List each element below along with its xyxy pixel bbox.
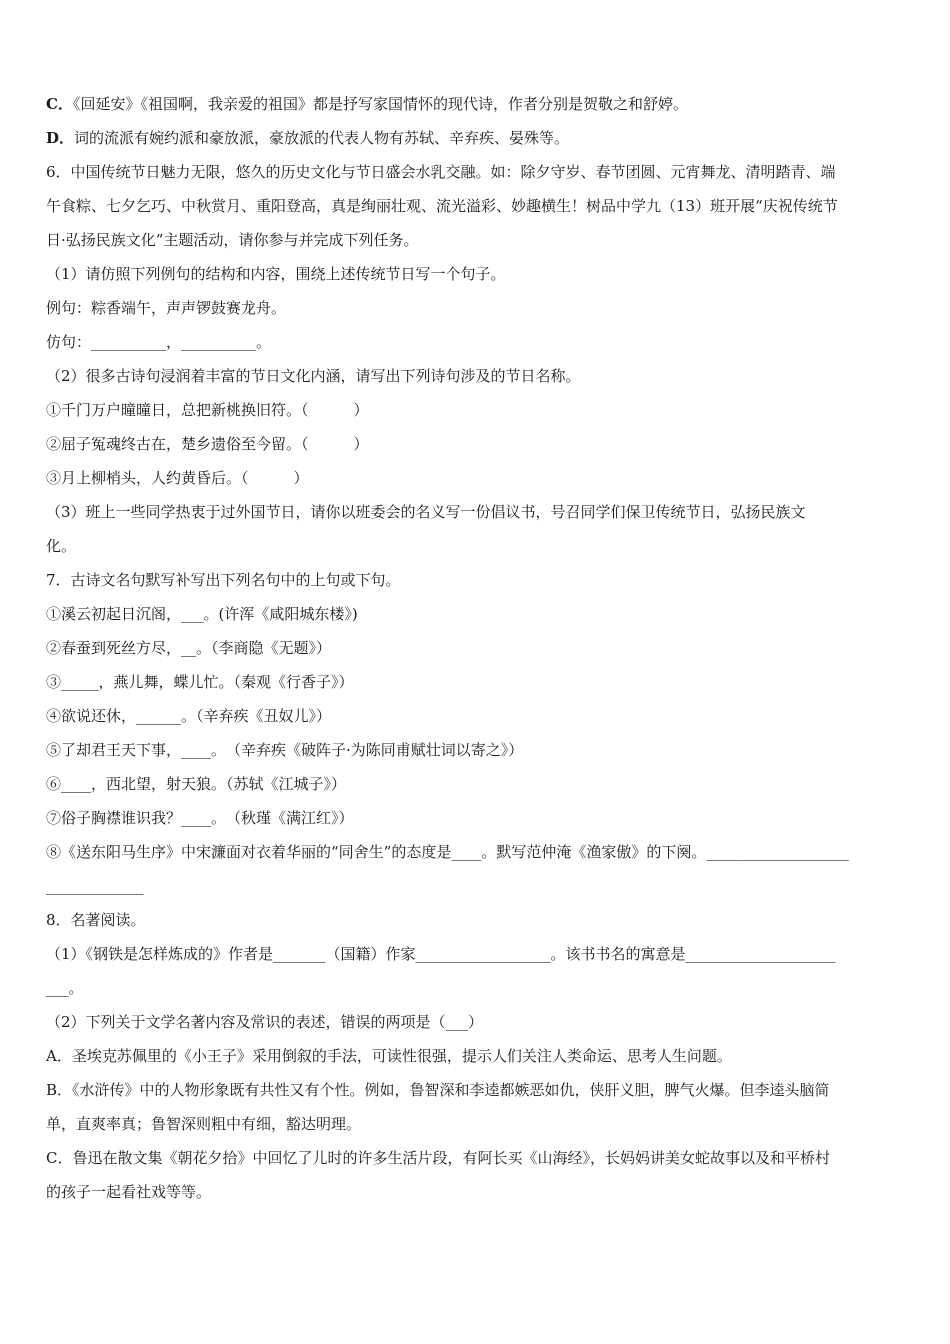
choice-c-cont: 的孩子一起看社戏等等。 [46,1184,212,1201]
choice-b-cont: 单，直爽率真；鲁智深则粗中有细，豁达明理。 [46,1116,362,1133]
choice-a: A．圣埃克苏佩里的《小王子》采用倒叙的手法，可读性很强，提示人们关注人类命运、思考人生问题。 [46,1048,732,1065]
question-8-title: 8．名著阅读。 [46,912,146,929]
recite-item-8: ⑧《送东阳马生序》中宋濂面对衣着华丽的“同舍生”的态度是____。默写范仲淹《渔家傲》的下阕。___________________ [46,844,849,861]
question-6-part-3: （3）班上一些同学热衷于过外国节日，请你以班委会的名义写一份倡议书，号召同学们保卫传统节日，弘扬民族文 [46,504,806,521]
question-6-line-3: 日·弘扬民族文化”主题活动，请你参与并完成下列任务。 [46,232,419,249]
recite-item-7: ⑦俗子胸襟谁识我？____。 （秋瑾《满江红》） [46,810,354,827]
poem-item-3: ③月上柳梢头，人约黄昏后。（ ） [46,470,309,487]
option-text: 词的流派有婉约派和豪放派，豪放派的代表人物有苏轼、辛弃疾、晏殊等。 [74,130,570,147]
question-7-title: 7．古诗文名句默写补写出下列名句中的上句或下句。 [46,572,401,589]
question-6-line-2: 午食粽、七夕乞巧、中秋赏月、重阳登高，真是绚丽壮观、流光溢彩、妙趣横生！树品中学九（13）班开展“庆祝传统节 [46,198,838,215]
question-6-line-1: 6．中国传统节日魅力无限，悠久的历史文化与节日盛会水乳交融。如：除夕守岁、春节团圆、元宵舞龙、清明踏青、端 [46,164,836,181]
option-d-line [46,130,906,164]
recite-item-8-blank: _____________ [46,878,144,895]
poem-item-1: ①千门万户曈曈日，总把新桃换旧符。（ ） [46,402,369,419]
choice-b: B．《水浒传》中的人物形象既有共性又有个性。例如，鲁智深和李逵都嫉恶如仇，侠肝义胆，脾气火爆。但李逵头脑简 [46,1082,830,1099]
recite-item-2: ②春蚕到死丝方尽，__。（李商隐《无题》） [46,640,332,657]
example-sentence: 例句：粽香端午，声声锣鼓赛龙舟。 [46,300,287,317]
poem-item-2: ②屈子冤魂终古在，楚乡遗俗至今留。（ ） [46,436,369,453]
question-6-part-2: （2）很多古诗句浸润着丰富的节日文化内涵，请写出下列诗句涉及的节日名称。 [46,368,581,385]
question-8-part-1-cont: ___。 [46,980,84,997]
option-label: D． [46,130,75,147]
question-6-part-3-cont: 化。 [46,538,77,555]
recite-item-3: ③_____，燕儿舞，蝶儿忙。（秦观《行香子》） [46,674,354,691]
option-label: C． [46,96,73,113]
recite-item-5: ⑤了却君王天下事，____。 （辛弃疾《破阵子·为陈同甫赋壮词以寄之》） [46,742,524,759]
question-8-part-1: （1）《钢铁是怎样炼成的》作者是_______（国籍）作家__________________。该书书名的寓意是____________________ [46,946,836,963]
option-text: 《回延安》《祖国啊，我亲爱的祖国》都是抒写家国情怀的现代诗，作者分别是贺敬之和舒婷。 [72,96,688,113]
recite-item-4: ④欲说还休，______。（辛弃疾《丑奴儿》） [46,708,332,725]
choice-c: C．鲁迅在散文集《朝花夕拾》中回忆了儿时的许多生活片段，有阿长买《山海经》，长妈妈讲美女蛇故事以及和平桥村 [46,1150,830,1167]
imitation-blank: 仿句：__________，__________。 [46,334,272,351]
question-6-part-1: （1）请仿照下列例句的结构和内容，围绕上述传统节日写一个句子。 [46,266,506,283]
question-8-part-2: （2）下列关于文学名著内容及常识的表述，错误的两项是（___） [46,1014,484,1031]
option-c-line [46,96,906,130]
recite-item-6: ⑥____，西北望，射天狼。（苏轼《江城子》） [46,776,347,793]
document-page [46,96,906,1218]
recite-item-1: ①溪云初起日沉阁，___。(许浑《咸阳城东楼》) [46,606,358,623]
